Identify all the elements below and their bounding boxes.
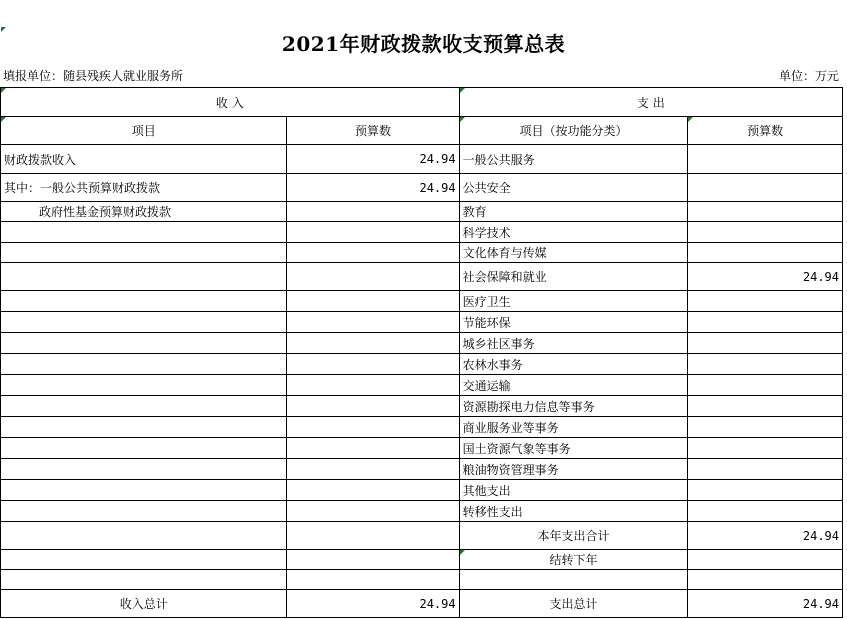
expense-value-cell[interactable]: [688, 396, 843, 417]
carryover-row: [1, 550, 843, 570]
expense-value-cell[interactable]: [688, 312, 843, 333]
table-row: [1, 202, 843, 222]
table-row: [1, 570, 843, 590]
empty-cell[interactable]: [287, 480, 459, 501]
expense-label-cell[interactable]: 文化体育与传媒: [459, 243, 688, 263]
table-row: [1, 501, 843, 522]
col-item-header[interactable]: 项目: [1, 117, 287, 145]
empty-cell[interactable]: [1, 522, 287, 550]
empty-cell[interactable]: [287, 375, 459, 396]
expense-total-value-cell[interactable]: 24.94: [688, 590, 843, 618]
empty-cell[interactable]: [1, 417, 287, 438]
expense-value-cell[interactable]: [688, 375, 843, 396]
budget-table: [0, 87, 843, 618]
table-row: [1, 396, 843, 417]
expense-label-cell[interactable]: 一般公共服务: [459, 145, 688, 174]
subtotal-row: [1, 522, 843, 550]
table-row: [1, 291, 843, 312]
income-value-cell[interactable]: 24.94: [287, 174, 459, 202]
table-title: 2021年财政拨款收支预算总表: [281, 32, 566, 56]
empty-cell[interactable]: [1, 263, 287, 291]
income-total-label-cell[interactable]: 收入总计: [1, 590, 287, 618]
empty-cell[interactable]: [287, 354, 459, 375]
empty-cell[interactable]: [287, 522, 459, 550]
expense-label-cell[interactable]: 教育: [459, 202, 688, 222]
empty-cell[interactable]: [287, 333, 459, 354]
empty-cell[interactable]: [1, 291, 287, 312]
expense-label-cell[interactable]: 转移性支出: [459, 501, 688, 522]
expense-total-label-cell[interactable]: 支出总计: [459, 590, 688, 618]
empty-cell[interactable]: [459, 570, 688, 590]
table-row: [1, 312, 843, 333]
expense-label-cell[interactable]: 公共安全: [459, 174, 688, 202]
empty-cell[interactable]: [1, 550, 287, 570]
expense-label-cell[interactable]: 医疗卫生: [459, 291, 688, 312]
empty-cell[interactable]: [1, 222, 287, 243]
total-row: [1, 590, 843, 618]
income-header-cell[interactable]: [1, 88, 460, 117]
empty-cell[interactable]: [287, 459, 459, 480]
empty-cell[interactable]: [287, 438, 459, 459]
empty-cell[interactable]: [287, 291, 459, 312]
expense-label-cell[interactable]: 城乡社区事务: [459, 333, 688, 354]
expense-label-cell[interactable]: 农林水事务: [459, 354, 688, 375]
currency-unit: 单位：万元: [778, 69, 839, 83]
empty-cell[interactable]: [287, 312, 459, 333]
section-header-row: [1, 88, 843, 117]
empty-cell[interactable]: [1, 375, 287, 396]
expense-value-cell[interactable]: [688, 202, 843, 222]
col-budget-header[interactable]: 预算数: [287, 117, 459, 145]
empty-cell[interactable]: [287, 550, 459, 570]
expense-value-cell[interactable]: [688, 174, 843, 202]
col-item-func-header[interactable]: 项目（按功能分类）: [459, 117, 688, 145]
expense-label-cell[interactable]: 国土资源气象等事务: [459, 438, 688, 459]
empty-cell[interactable]: [1, 312, 287, 333]
expense-label-cell[interactable]: 粮油物资管理事务: [459, 459, 688, 480]
expense-value-cell[interactable]: [688, 333, 843, 354]
empty-cell[interactable]: [1, 354, 287, 375]
expense-label-cell[interactable]: 节能环保: [459, 312, 688, 333]
table-row: [1, 438, 843, 459]
carryover-label-cell[interactable]: 结转下年: [459, 550, 688, 570]
income-value-cell[interactable]: 24.94: [287, 145, 459, 174]
expense-value-cell[interactable]: [688, 459, 843, 480]
col-budget2-header[interactable]: 预算数: [688, 117, 843, 145]
carryover-value-cell[interactable]: [688, 550, 843, 570]
expense-label-cell[interactable]: 商业服务业等事务: [459, 417, 688, 438]
empty-cell[interactable]: [1, 501, 287, 522]
empty-cell[interactable]: [287, 243, 459, 263]
table-row: [1, 174, 843, 202]
table-row: [1, 459, 843, 480]
table-row: [1, 480, 843, 501]
expense-value-cell[interactable]: [688, 145, 843, 174]
table-row: [1, 243, 843, 263]
table-row: [1, 222, 843, 243]
empty-cell[interactable]: [1, 570, 287, 590]
empty-cell[interactable]: [1, 438, 287, 459]
empty-cell[interactable]: [1, 243, 287, 263]
table-row: [1, 333, 843, 354]
income-label-cell[interactable]: 其中：一般公共预算财政拨款: [1, 174, 287, 202]
table-row: [1, 417, 843, 438]
expense-value-cell[interactable]: [688, 480, 843, 501]
empty-cell[interactable]: [287, 417, 459, 438]
expense-value-cell[interactable]: [688, 354, 843, 375]
table-row: [1, 145, 843, 174]
empty-cell[interactable]: [688, 570, 843, 590]
expense-label-cell[interactable]: 其他支出: [459, 480, 688, 501]
column-header-row: [1, 117, 843, 145]
table-row: [1, 375, 843, 396]
expense-header: 支 出: [636, 95, 665, 110]
expense-label-cell[interactable]: 资源勘探电力信息等事务: [459, 396, 688, 417]
table-row: [1, 354, 843, 375]
expense-value-cell[interactable]: [688, 222, 843, 243]
expense-header-cell[interactable]: [459, 88, 842, 117]
empty-cell[interactable]: [1, 333, 287, 354]
expense-value-cell[interactable]: [688, 438, 843, 459]
empty-cell[interactable]: [1, 396, 287, 417]
empty-cell[interactable]: [287, 396, 459, 417]
reporting-unit: 填报单位：随县残疾人就业服务所: [3, 69, 184, 83]
subtotal-value-cell[interactable]: 24.94: [688, 522, 843, 550]
expense-label-cell[interactable]: 交通运输: [459, 375, 688, 396]
income-header: 收 入: [215, 95, 244, 110]
income-label-cell[interactable]: 财政拨款收入: [1, 145, 287, 174]
income-value-cell[interactable]: [287, 202, 459, 222]
subtotal-label-cell[interactable]: 本年支出合计: [459, 522, 688, 550]
expense-value-cell[interactable]: 24.94: [688, 263, 843, 291]
expense-value-cell[interactable]: [688, 417, 843, 438]
expense-value-cell[interactable]: [688, 243, 843, 263]
table-row: [1, 263, 843, 291]
expense-value-cell[interactable]: [688, 501, 843, 522]
income-total-value-cell[interactable]: 24.94: [287, 590, 459, 618]
expense-label-cell[interactable]: 社会保障和就业: [459, 263, 688, 291]
expense-label-cell[interactable]: 科学技术: [459, 222, 688, 243]
empty-cell[interactable]: [287, 222, 459, 243]
empty-cell[interactable]: [287, 570, 459, 590]
expense-value-cell[interactable]: [688, 291, 843, 312]
empty-cell[interactable]: [287, 501, 459, 522]
empty-cell[interactable]: [1, 459, 287, 480]
empty-cell[interactable]: [287, 263, 459, 291]
income-label-cell[interactable]: 政府性基金预算财政拨款: [1, 202, 287, 222]
empty-cell[interactable]: [1, 480, 287, 501]
